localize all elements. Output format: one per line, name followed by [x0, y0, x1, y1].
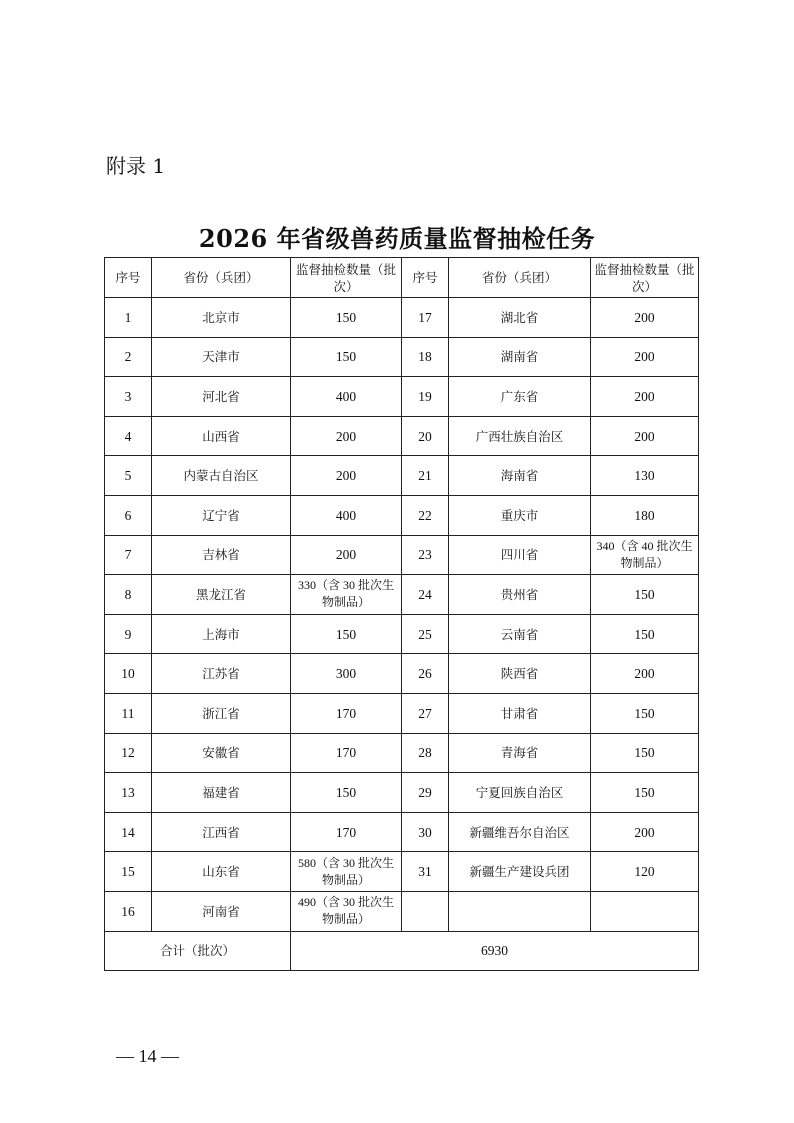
row-index: 18 [402, 337, 449, 377]
row-quantity: 180 [591, 495, 699, 535]
row-province: 河北省 [152, 377, 291, 417]
row-province: 广东省 [449, 377, 591, 417]
appendix-label: 附录 1 [106, 154, 166, 178]
row-province: 浙江省 [152, 693, 291, 733]
row-quantity: 200 [591, 654, 699, 694]
row-index: 25 [402, 614, 449, 654]
row-quantity: 150 [291, 614, 402, 654]
row-province: 福建省 [152, 773, 291, 813]
row-quantity: 130 [591, 456, 699, 496]
row-index: 10 [105, 654, 152, 694]
row-province: 黑龙江省 [152, 575, 291, 615]
row-quantity: 340（含 40 批次生物制品） [591, 535, 699, 575]
row-quantity: 150 [291, 337, 402, 377]
row-quantity: 200 [291, 456, 402, 496]
row-index: 27 [402, 693, 449, 733]
row-index: 31 [402, 852, 449, 892]
row-index [402, 891, 449, 931]
row-index: 30 [402, 812, 449, 852]
row-index: 5 [105, 456, 152, 496]
row-index: 1 [105, 298, 152, 338]
row-quantity: 490（含 30 批次生物制品） [291, 891, 402, 931]
table-row [105, 377, 699, 417]
row-index: 2 [105, 337, 152, 377]
header-province: 省份（兵团） [449, 258, 591, 298]
row-quantity: 200 [591, 812, 699, 852]
row-province: 湖北省 [449, 298, 591, 338]
header-quantity: 监督抽检数量（批次） [291, 258, 402, 298]
row-index: 26 [402, 654, 449, 694]
row-index: 24 [402, 575, 449, 615]
row-index: 29 [402, 773, 449, 813]
table-row [105, 456, 699, 496]
total-label: 合计（批次） [105, 931, 291, 971]
row-quantity: 200 [591, 377, 699, 417]
row-province: 陕西省 [449, 654, 591, 694]
row-province: 辽宁省 [152, 495, 291, 535]
row-province: 广西壮族自治区 [449, 416, 591, 456]
row-province: 河南省 [152, 891, 291, 931]
header-index: 序号 [402, 258, 449, 298]
row-quantity: 150 [591, 693, 699, 733]
row-index: 3 [105, 377, 152, 417]
total-value: 6930 [291, 931, 699, 971]
table-row [105, 575, 699, 615]
row-index: 8 [105, 575, 152, 615]
row-quantity: 120 [591, 852, 699, 892]
row-quantity: 200 [591, 298, 699, 338]
row-province: 江西省 [152, 812, 291, 852]
row-quantity: 150 [591, 733, 699, 773]
row-index: 14 [105, 812, 152, 852]
row-province: 山东省 [152, 852, 291, 892]
row-index: 23 [402, 535, 449, 575]
row-quantity: 200 [291, 535, 402, 575]
table-row [105, 812, 699, 852]
row-quantity: 150 [591, 773, 699, 813]
row-quantity: 300 [291, 654, 402, 694]
row-quantity: 580（含 30 批次生物制品） [291, 852, 402, 892]
row-province: 上海市 [152, 614, 291, 654]
header-province: 省份（兵团） [152, 258, 291, 298]
table-row [105, 298, 699, 338]
row-quantity: 330（含 30 批次生物制品） [291, 575, 402, 615]
total-row [105, 931, 699, 971]
row-province: 内蒙古自治区 [152, 456, 291, 496]
row-index: 21 [402, 456, 449, 496]
row-quantity: 170 [291, 812, 402, 852]
row-index: 6 [105, 495, 152, 535]
row-province: 云南省 [449, 614, 591, 654]
quota-table [104, 257, 699, 971]
row-quantity: 150 [591, 575, 699, 615]
row-index: 13 [105, 773, 152, 813]
row-index: 17 [402, 298, 449, 338]
table-header-row [105, 258, 699, 298]
row-index: 9 [105, 614, 152, 654]
table-row [105, 535, 699, 575]
table-row [105, 654, 699, 694]
row-quantity [591, 891, 699, 931]
row-province: 江苏省 [152, 654, 291, 694]
table-row [105, 891, 699, 931]
row-province: 吉林省 [152, 535, 291, 575]
row-province: 山西省 [152, 416, 291, 456]
row-index: 15 [105, 852, 152, 892]
header-index: 序号 [105, 258, 152, 298]
row-quantity: 200 [591, 337, 699, 377]
row-index: 12 [105, 733, 152, 773]
row-quantity: 200 [591, 416, 699, 456]
table-row [105, 416, 699, 456]
row-province: 新疆维吾尔自治区 [449, 812, 591, 852]
row-quantity: 200 [291, 416, 402, 456]
table-row [105, 733, 699, 773]
table-row [105, 495, 699, 535]
row-province: 甘肃省 [449, 693, 591, 733]
row-province: 青海省 [449, 733, 591, 773]
row-province [449, 891, 591, 931]
table-row [105, 773, 699, 813]
row-index: 22 [402, 495, 449, 535]
row-province: 海南省 [449, 456, 591, 496]
row-index: 19 [402, 377, 449, 417]
row-index: 7 [105, 535, 152, 575]
row-index: 28 [402, 733, 449, 773]
row-province: 天津市 [152, 337, 291, 377]
table-row [105, 614, 699, 654]
table-row [105, 693, 699, 733]
row-quantity: 150 [291, 773, 402, 813]
page-number: — 14 — [116, 1046, 179, 1066]
row-quantity: 150 [291, 298, 402, 338]
row-province: 四川省 [449, 535, 591, 575]
table-row [105, 852, 699, 892]
row-province: 新疆生产建设兵团 [449, 852, 591, 892]
document-title: 2026 年省级兽药质量监督抽检任务 [198, 224, 596, 253]
row-quantity: 400 [291, 377, 402, 417]
row-province: 宁夏回族自治区 [449, 773, 591, 813]
row-province: 安徽省 [152, 733, 291, 773]
row-index: 11 [105, 693, 152, 733]
row-province: 重庆市 [449, 495, 591, 535]
row-index: 16 [105, 891, 152, 931]
row-province: 湖南省 [449, 337, 591, 377]
header-quantity: 监督抽检数量（批次） [591, 258, 699, 298]
row-province: 北京市 [152, 298, 291, 338]
row-quantity: 170 [291, 693, 402, 733]
row-quantity: 150 [591, 614, 699, 654]
row-index: 20 [402, 416, 449, 456]
table-row [105, 337, 699, 377]
row-quantity: 170 [291, 733, 402, 773]
row-index: 4 [105, 416, 152, 456]
row-quantity: 400 [291, 495, 402, 535]
row-province: 贵州省 [449, 575, 591, 615]
